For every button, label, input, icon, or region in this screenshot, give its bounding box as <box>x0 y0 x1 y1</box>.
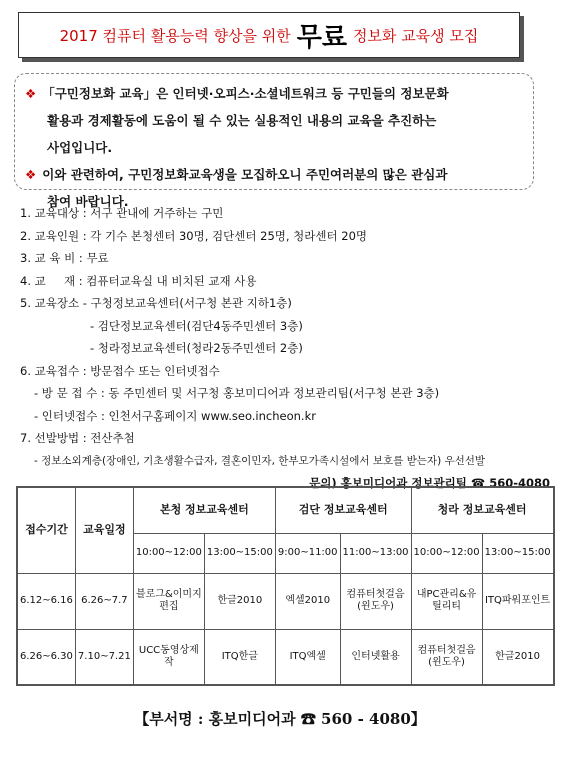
header-center-geomdan: 검단 정보교육센터 <box>275 487 411 533</box>
list-item-selection: 7. 선발방법 : 전산추첨 <box>20 431 135 445</box>
list-item-place-geomdan: - 검단정보교육센터(검단4동주민센터 3층) <box>90 318 303 333</box>
diamond-bullet-icon: ❖ <box>25 167 37 182</box>
list-item-materials: 4. 교 재 : 컴퓨터교육실 내 비치된 교재 사용 <box>20 273 257 288</box>
list-item-place-cheongna: - 청라정보교육센터(청라2동주민센터 2층) <box>90 341 303 355</box>
intro-line-1c: 사업입니다. <box>47 140 113 155</box>
course-cell: 인터넷활용 <box>340 629 411 685</box>
intro-line-2a: 이와 관련하여, 구민정보화교육생을 모집하오니 주민여러분의 많은 관심과 <box>42 167 448 182</box>
schedule-cell: 7.10~7.21 <box>75 629 133 685</box>
list-item-personnel: 2. 교육인원 : 각 기수 본청센터 30명, 검단센터 25명, 청라센터 20명 <box>20 228 368 243</box>
course-cell: 내PC관리&유틸리티 <box>411 573 482 629</box>
info-list <box>20 202 560 495</box>
time-slot: 9:00~11:00 <box>275 533 340 573</box>
schedule-cell: 6.26~7.7 <box>75 573 133 629</box>
list-item-reception-visit: - 방 문 접 수 : 동 주민센터 및 서구청 홍보미디어과 정보관리팀(서구청 본관 3층) <box>34 386 440 400</box>
course-cell: 블로그&이미지편집 <box>133 573 204 629</box>
header-period: 접수기간 <box>17 487 75 573</box>
course-cell: 컴퓨터첫걸음(윈도우) <box>411 629 482 685</box>
list-item-reception-online: - 인터넷접수 : 인천서구홈페이지 www.seo.incheon.kr <box>34 408 316 423</box>
table-header-row <box>17 487 554 533</box>
intro-paragraph-1 <box>25 80 523 107</box>
course-cell: UCC동영상제작 <box>133 629 204 685</box>
intro-paragraph-1c <box>25 134 523 161</box>
title-suffix: 정보화 교육생 모집 <box>352 26 479 45</box>
intro-paragraph-1b <box>25 107 523 134</box>
course-cell: 한글2010 <box>482 629 554 685</box>
table-row <box>17 573 554 629</box>
course-cell: ITQ파워포인트 <box>482 573 554 629</box>
intro-line-1b: 활용과 경제활동에 도움이 될 수 있는 실용적인 내용의 교육을 추진하는 <box>47 113 437 128</box>
page-title-box <box>18 12 520 58</box>
department-footer: 【부서명 : 홍보미디어과 ☎ 560 - 4080】 <box>134 710 426 728</box>
intro-paragraph-2 <box>25 161 523 188</box>
intro-line-2b: 참여 바랍니다. <box>47 194 129 209</box>
course-cell: ITQ한글 <box>204 629 275 685</box>
list-item-selection-priority: - 정보소외계층(장애인, 기초생활수급자, 결혼이민자, 한부모가족시설에서 보호를 받는자) 우선선발 <box>34 454 486 467</box>
course-cell: ITQ엑셀 <box>275 629 340 685</box>
time-slot: 13:00~15:00 <box>482 533 554 573</box>
time-slot: 11:00~13:00 <box>340 533 411 573</box>
intro-box <box>14 73 534 209</box>
period-cell: 6.26~6.30 <box>17 629 75 685</box>
header-center-cheongna: 청라 정보교육센터 <box>411 487 554 533</box>
time-slot: 13:00~15:00 <box>204 533 275 573</box>
title-highlight: 무료 <box>296 22 347 53</box>
list-item-reception: 6. 교육접수 : 방문접수 또는 인터넷접수 <box>20 363 220 378</box>
course-cell: 엑셀2010 <box>275 573 340 629</box>
period-cell: 6.12~6.16 <box>17 573 75 629</box>
schedule-table <box>16 486 555 686</box>
list-item-cost: 3. 교 육 비 : 무료 <box>20 251 109 265</box>
intro-line-1a: 「구민정보화 교육」은 인터넷·오피스·소셜네트워크 등 구민들의 정보문화 <box>42 86 449 101</box>
course-cell: 한글2010 <box>204 573 275 629</box>
header-schedule: 교육일정 <box>75 487 133 573</box>
time-slot: 10:00~12:00 <box>133 533 204 573</box>
list-item-target: 1. 교육대상 : 서구 관내에 거주하는 구민 <box>20 206 224 220</box>
title-prefix: 2017 컴퓨터 활용능력 향상을 위한 <box>59 26 291 45</box>
list-item-place-main: 5. 교육장소 - 구청정보교육센터(서구청 본관 지하1층) <box>20 296 292 310</box>
header-center-main: 본청 정보교육센터 <box>133 487 275 533</box>
table-row <box>17 629 554 685</box>
contact-line: 문의) 홍보미디어과 정보관리팀 ☎ 560-4080 <box>309 476 550 490</box>
diamond-bullet-icon: ❖ <box>25 86 37 101</box>
course-cell: 컴퓨터첫걸음(윈도우) <box>340 573 411 629</box>
time-slot: 10:00~12:00 <box>411 533 482 573</box>
